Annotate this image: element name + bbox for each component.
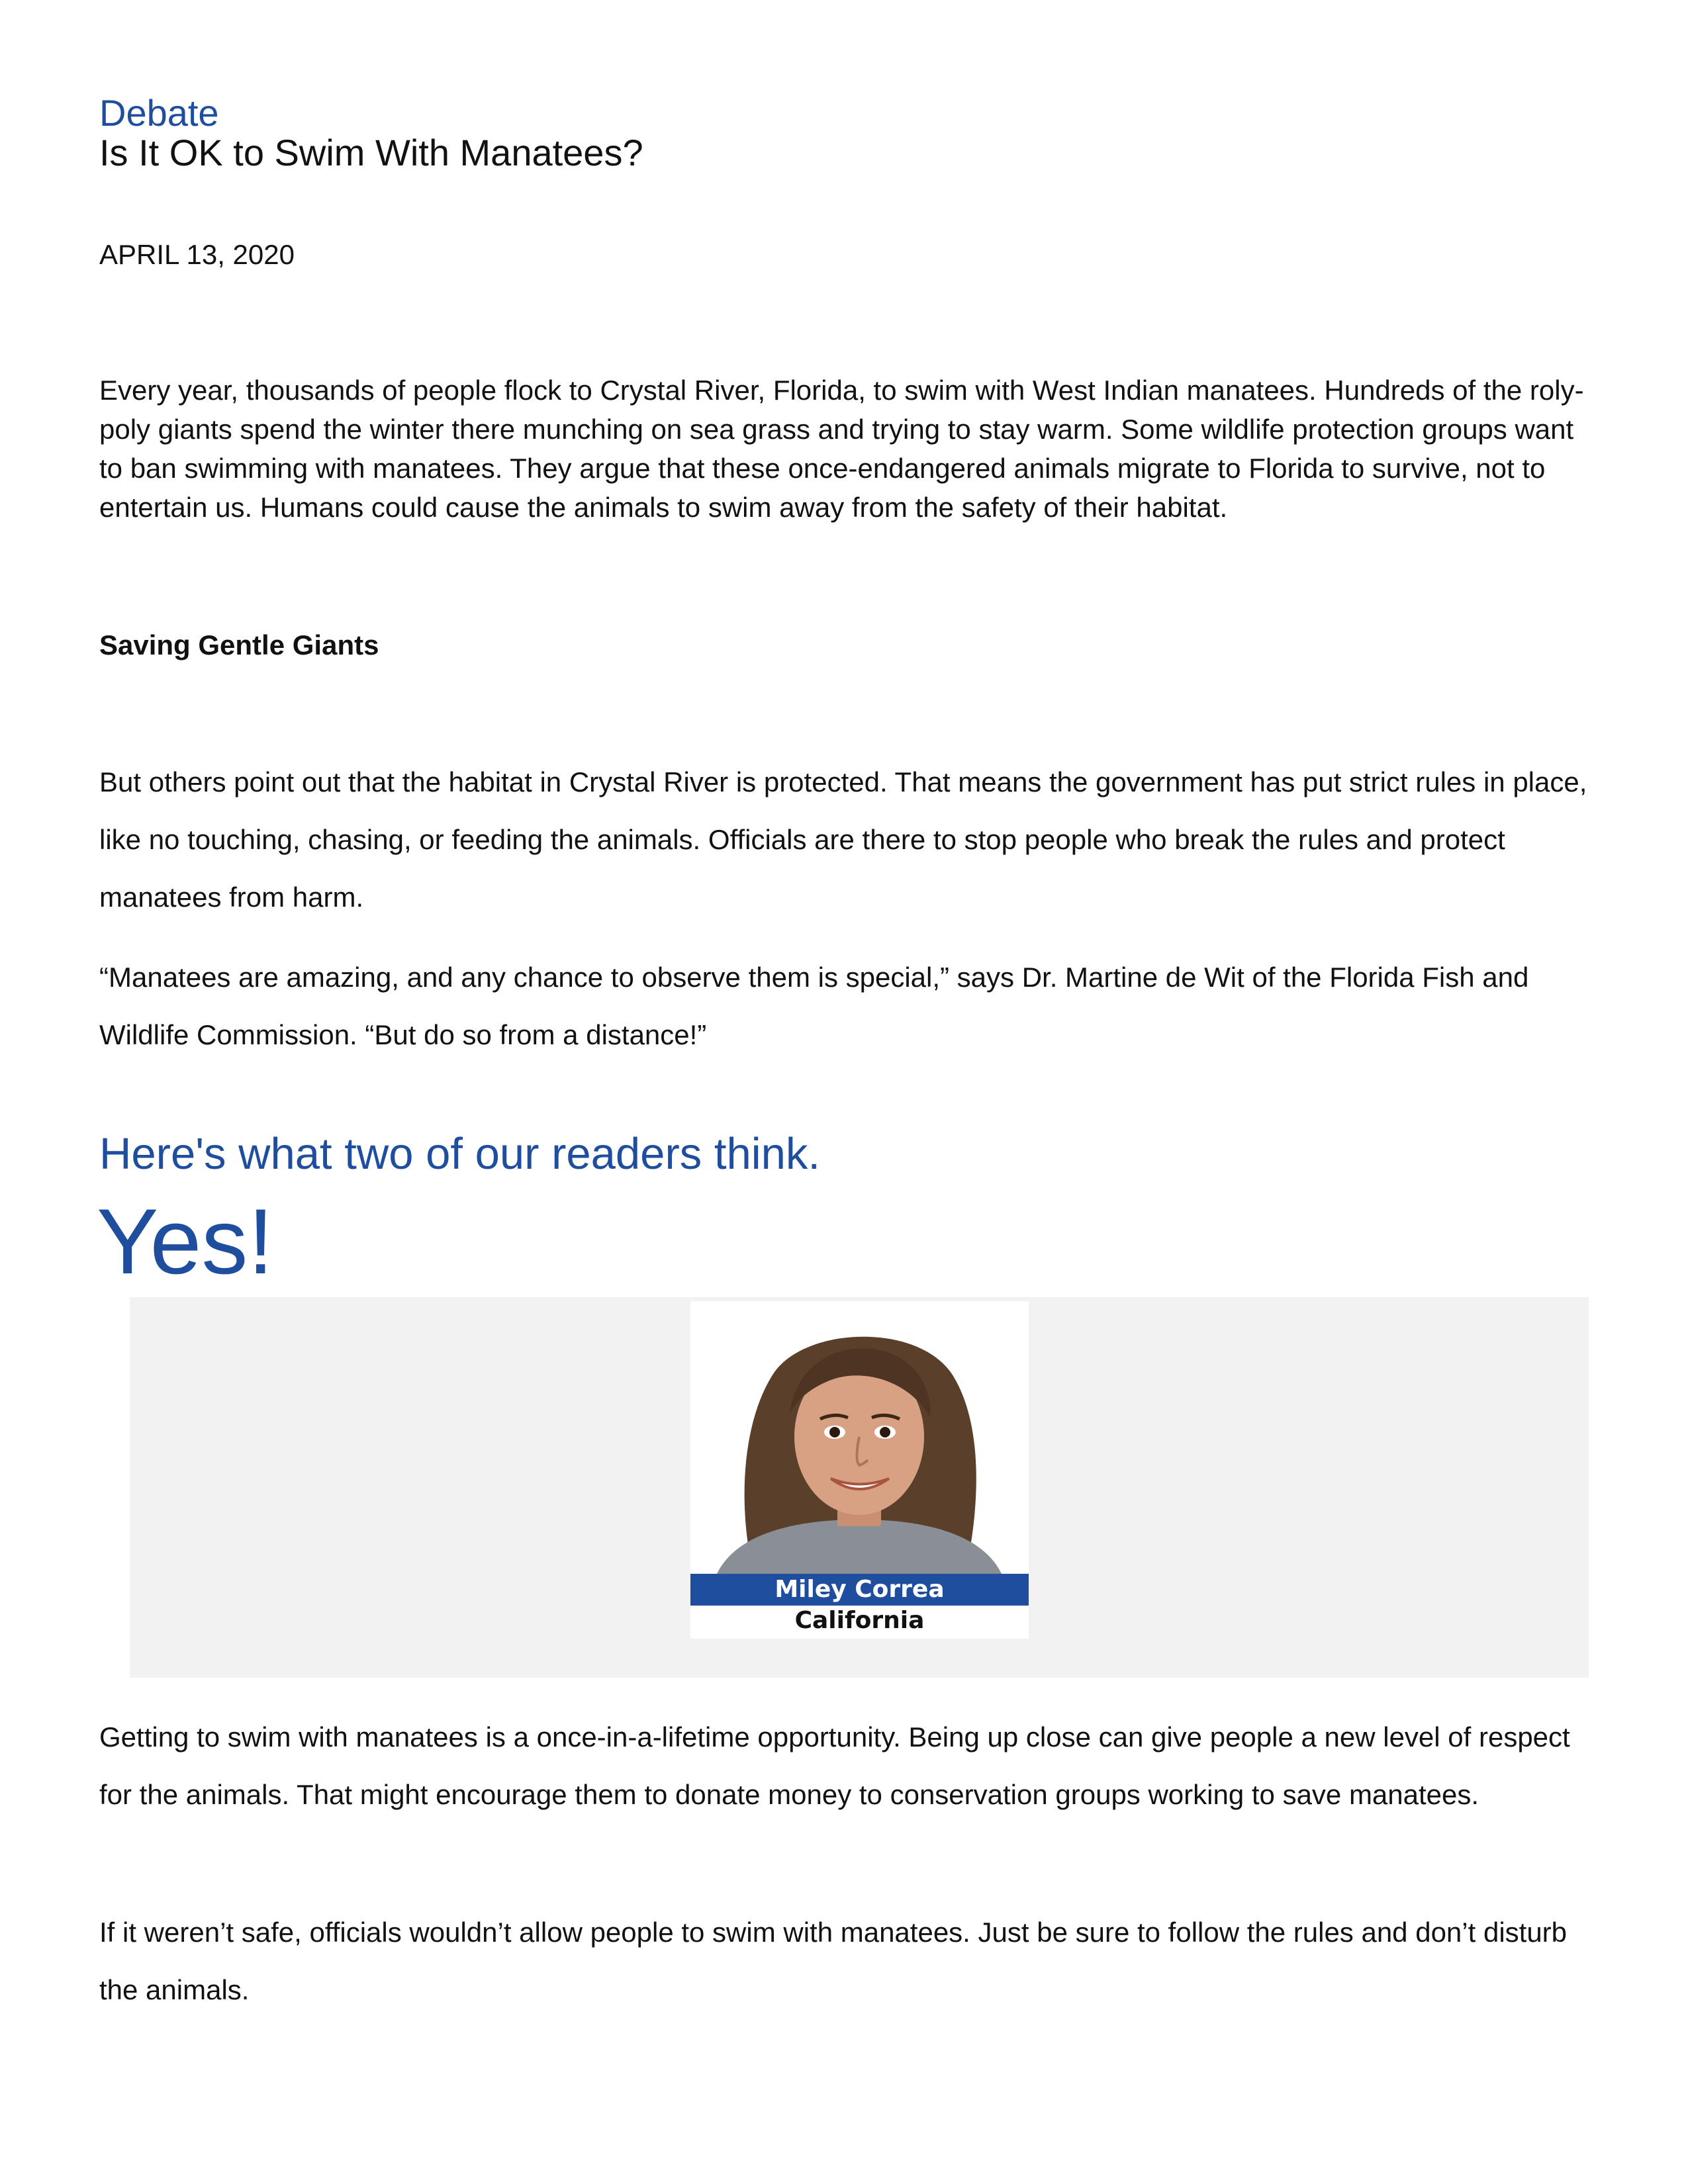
yes-paragraph: If it weren’t safe, officials wouldn’t allow people to swim with manatees. Just be sure to follow the rules and don’t disturb the animals. <box>99 1917 1568 2005</box>
reader-photo-card <box>690 1301 1029 1639</box>
article-date: APRIL 13, 2020 <box>99 239 295 270</box>
intro-paragraph: Every year, thousands of people flock to Crystal River, Florida, to swim with West Indian manatees. Hundreds of the roly-poly giants spend the winter there munching on sea grass and trying to stay warm. Some wildlife protection groups want to ban swimming with manatees. They argue that these once-endangered animals migrate to Florida to survive, not to entertain us. Humans could cause the animals to swim away from the safety of their habitat. <box>99 375 1584 523</box>
article-kicker: Debate <box>99 92 219 134</box>
yes-paragraph: Getting to swim with manatees is a once-in-a-lifetime opportunity. Being up close can give people a new level of respect for the animals. That might encourage them to donate money to conservation groups working to save manatees. <box>99 1721 1570 1810</box>
yes-heading: Yes! <box>97 1189 274 1293</box>
reader-name: Miley Correa <box>690 1574 1029 1606</box>
reader-photo-panel <box>130 1297 1589 1678</box>
reader-location: California <box>794 1607 925 1634</box>
reader-portrait <box>690 1301 1029 1574</box>
body-paragraph: But others point out that the habitat in Crystal River is protected. That means the government has put strict rules in place, like no touching, chasing, or feeding the animals. Officials are there to stop people who break the rules and protect manatees from harm. <box>99 766 1587 913</box>
readers-heading: Here's what two of our readers think. <box>99 1129 821 1179</box>
quote-paragraph: “Manatees are amazing, and any chance to observe them is special,” says Dr. Martine de Wit of the Florida Fish and Wildlife Commission. “But do so from a distance!” <box>99 962 1529 1050</box>
section-subhead: Saving Gentle Giants <box>99 629 379 660</box>
article-title: Is It OK to Swim With Manatees? <box>99 132 643 173</box>
